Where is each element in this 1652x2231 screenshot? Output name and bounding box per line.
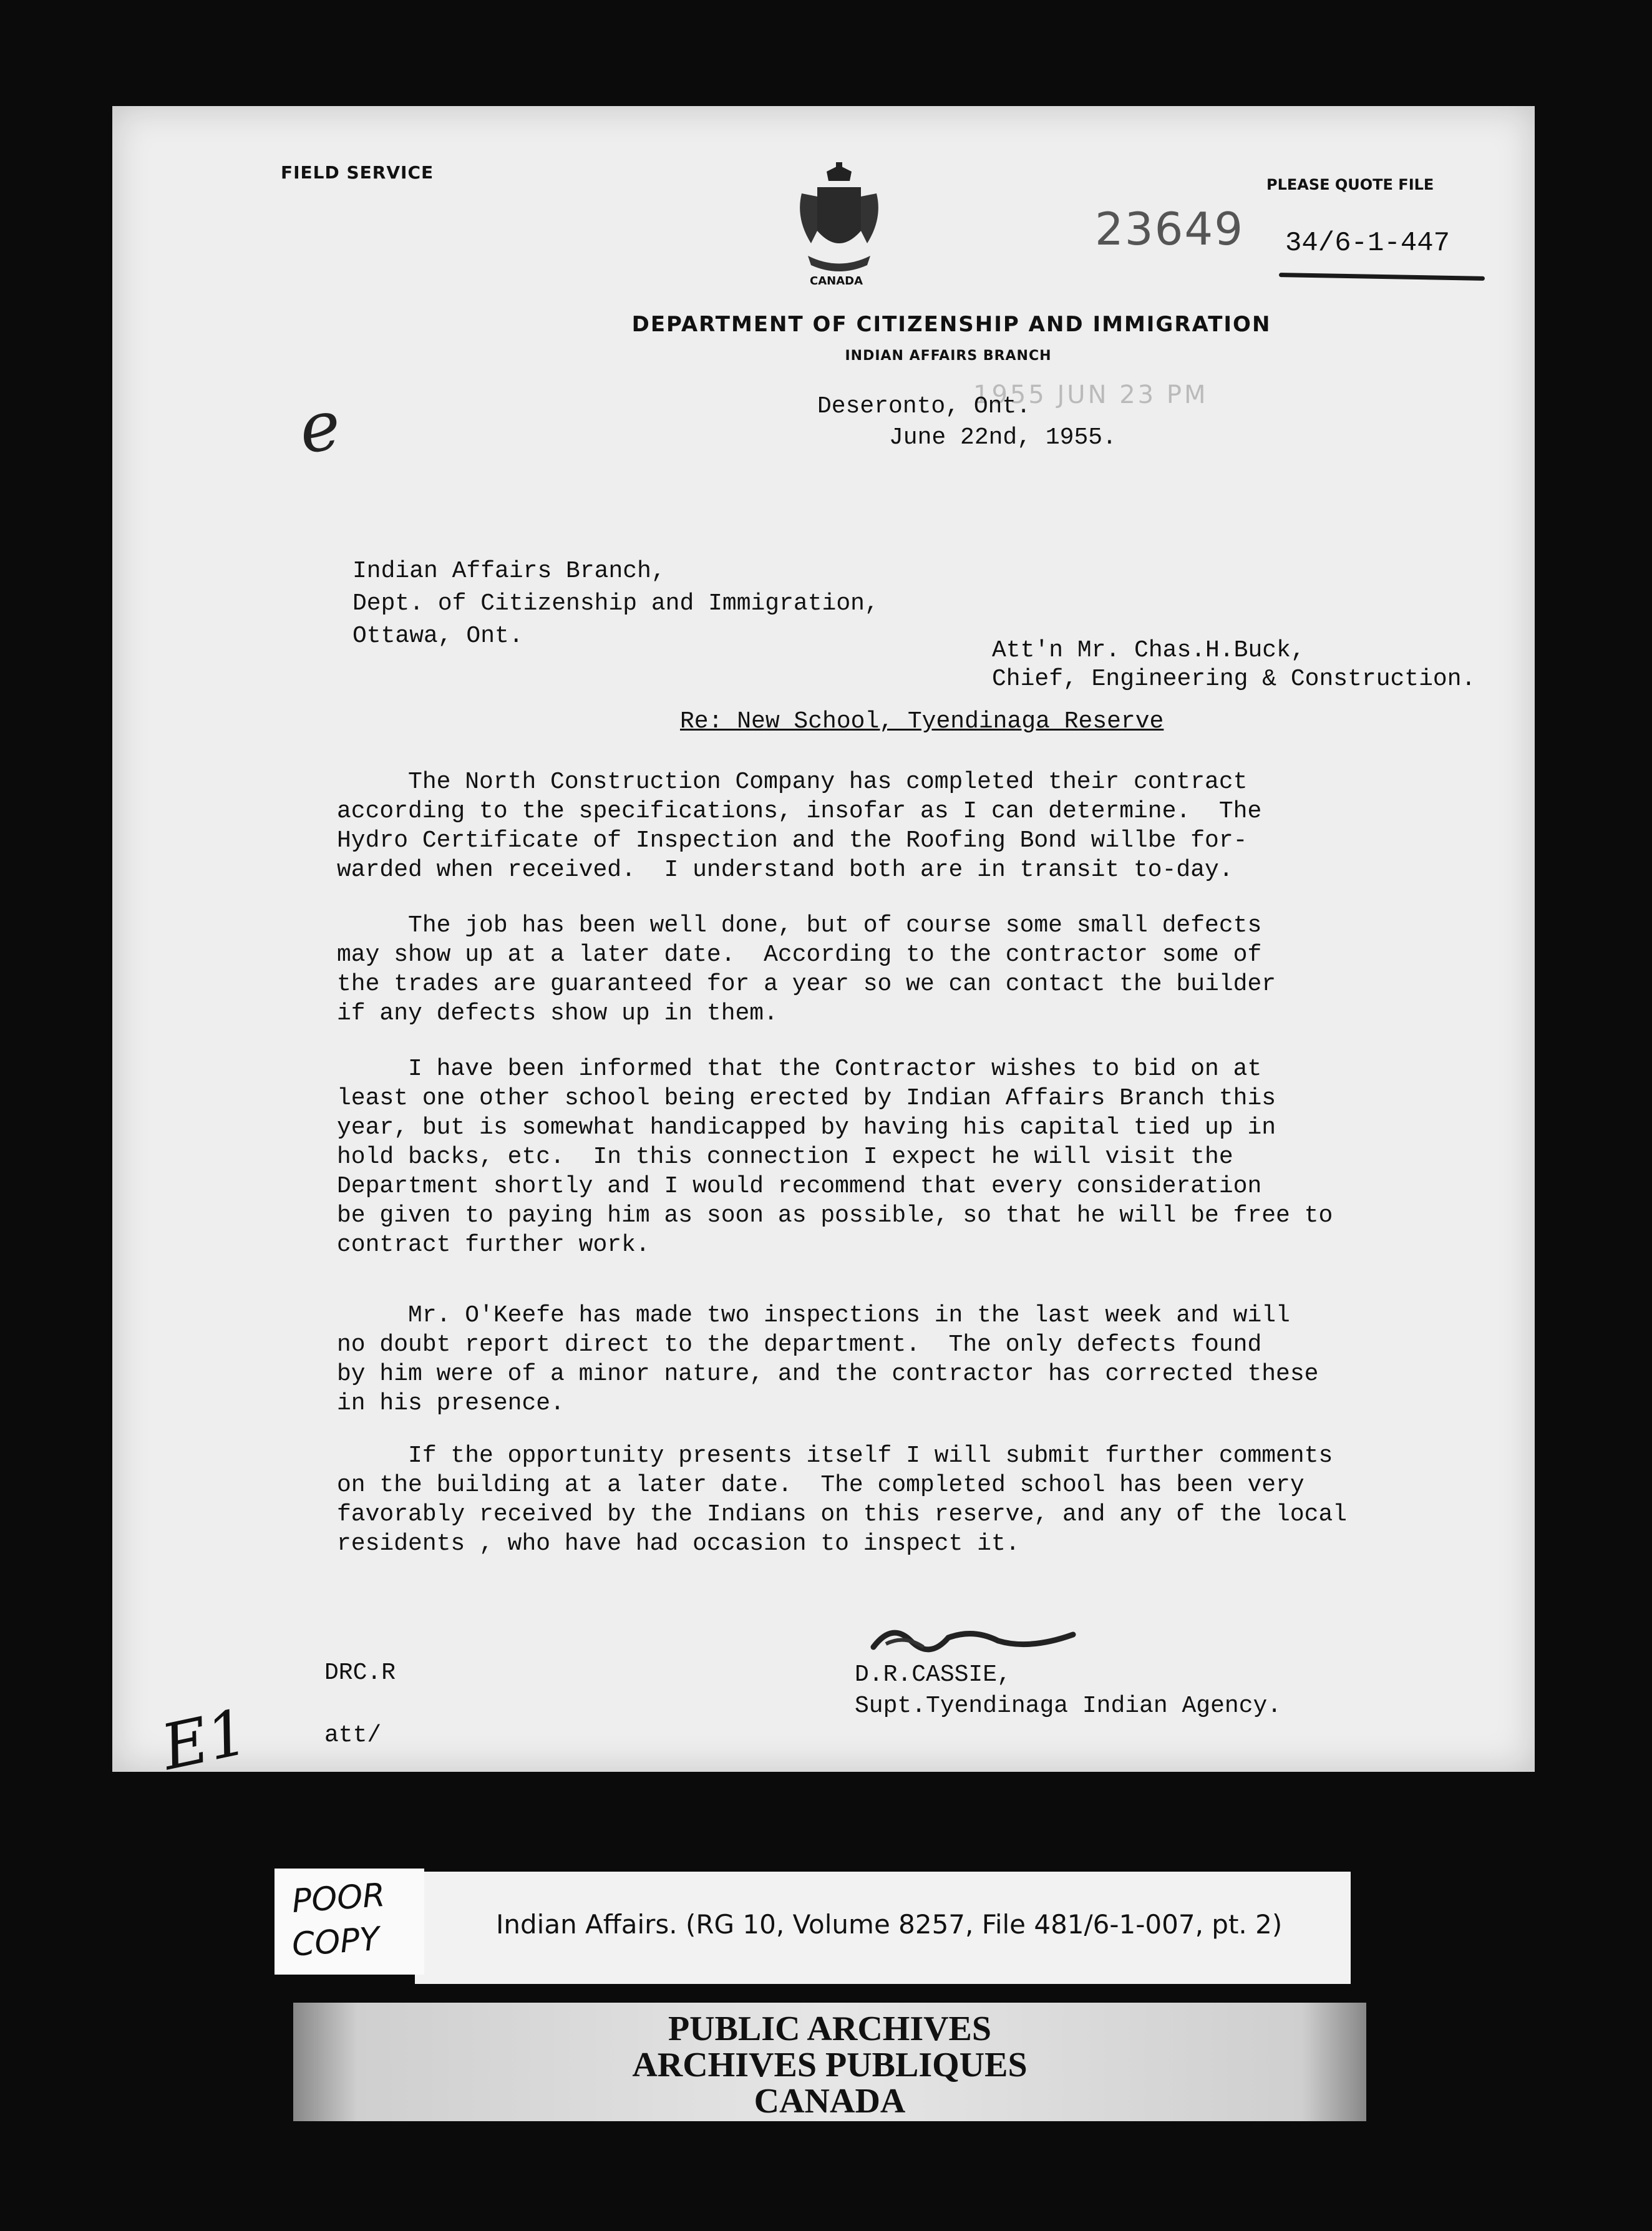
address-line: Ottawa, Ont. [352, 623, 523, 649]
crest-label: CANADA [810, 275, 863, 288]
body-paragraph: The North Construction Company has completed their contract according to the specifications, insofar as I can determine. The Hydro Certificate of Inspection and the Roofing Bond willbe for- warded when received. I understand both are in transit to-day. [337, 769, 1262, 883]
attention-line: Chief, Engineering & Construction. [992, 666, 1476, 693]
department-title: DEPARTMENT OF CITIZENSHIP AND IMMIGRATION [631, 312, 1271, 337]
letter-date: June 22nd, 1955. [889, 424, 1117, 451]
signature-block [855, 1660, 1281, 1722]
archive-reference: Indian Affairs. (RG 10, Volume 8257, File 481/6-1-007, pt. 2) [496, 1909, 1283, 1940]
initials: DRC.R [324, 1660, 396, 1686]
archives-line: ARCHIVES PUBLIQUES [632, 2046, 1028, 2084]
body-paragraph: If the opportunity presents itself I will submit further comments on the building at a later date. The completed school has been very favorably received by the Indians on this reserve, and any of the local residents , who have had occasion to inspect it. [337, 1442, 1348, 1557]
file-number: 34/6-1-447 [1285, 228, 1450, 259]
archives-line: CANADA [754, 2082, 906, 2121]
field-service-label: FIELD SERVICE [281, 162, 434, 183]
handwritten-mark: e [294, 384, 346, 469]
body-paragraph: I have been informed that the Contractor wishes to bid on at least one other school being erected by Indian Affairs Branch this year, but is somewhat handicapped by having his capital tied up in hold backs, etc. In this connection I expect he will visit the Department shortly and I would recommend that every consideration be given to paying him as soon as possible, so that he will be free to contract further work. [337, 1056, 1333, 1258]
poor-copy-label [275, 1869, 424, 1975]
signer-title: Supt.Tyendinaga Indian Agency. [855, 1693, 1282, 1719]
poor-copy-line: COPY [291, 1920, 381, 1964]
body-paragraph: The job has been well done, but of course some small defects may show up at a later date. According to the contractor some of the trades are guaranteed for a year so we can contact the builder if any defects show up in them. [337, 912, 1276, 1027]
signature-scribble-icon [867, 1616, 1079, 1666]
public-archives-stamp [293, 2003, 1366, 2121]
letter-page [112, 106, 1535, 1784]
address-line: Indian Affairs Branch, [352, 558, 666, 585]
stamp-number: 23649 [1095, 203, 1245, 255]
body-paragraph: Mr. O'Keefe has made two inspections in the last week and will no doubt report direct to the department. The only defects found by him were of a minor nature, and the contractor has corrected these in his presence. [337, 1302, 1319, 1417]
please-quote-label: PLEASE QUOTE FILE [1266, 176, 1434, 193]
branch-title: INDIAN AFFAIRS BRANCH [845, 348, 1052, 364]
coat-of-arms-icon [792, 162, 886, 281]
archives-line: PUBLIC ARCHIVES [668, 2010, 992, 2048]
received-stamp: 1955 JUN 23 PM [973, 381, 1208, 409]
attention-line: Att'n Mr. Chas.H.Buck, [992, 637, 1305, 664]
letter-place: Deseronto, Ont. [817, 393, 1031, 420]
archive-label-strip [415, 1872, 1351, 1984]
poor-copy-line: POOR [291, 1876, 387, 1921]
subject-line: Re: New School, Tyendinaga Reserve [680, 708, 1164, 735]
recipient-address [352, 555, 879, 653]
signer-name: D.R.CASSIE, [855, 1661, 1011, 1688]
file-number-underline [1279, 273, 1485, 281]
attachment-note: att/ [324, 1722, 382, 1749]
handwritten-e1: E1 [155, 1695, 255, 1784]
attention-block [992, 636, 1475, 694]
address-line: Dept. of Citizenship and Immigration, [352, 590, 879, 617]
